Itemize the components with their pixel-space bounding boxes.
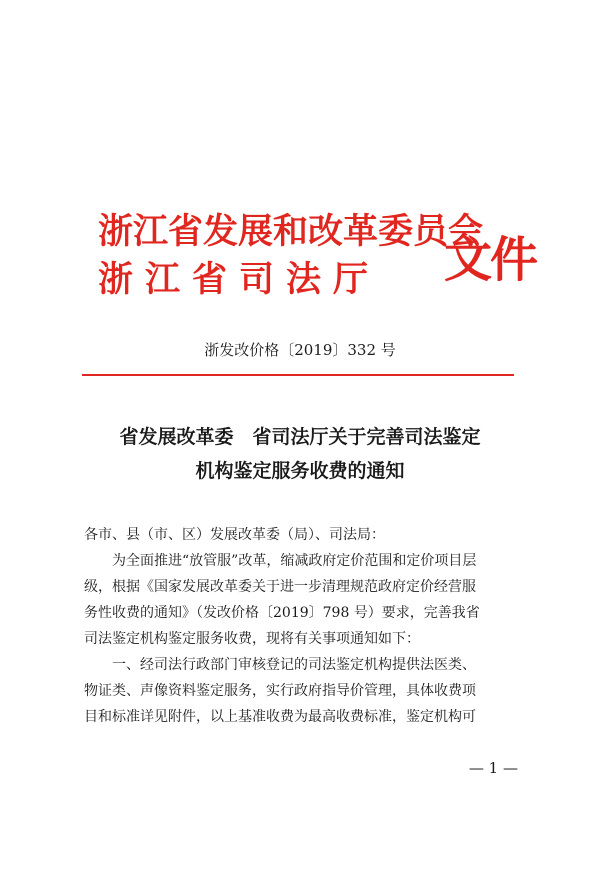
paragraph-1-line: 为全面推进“放管服”改革，缩减政府定价范围和定价项目层 xyxy=(112,553,477,569)
page-number: — 1 — xyxy=(468,759,518,777)
paragraph-2-line: 目和标准详见附件，以上基准收费为最高收费标准，鉴定机构可 xyxy=(84,709,476,725)
document-type-label: 文件 xyxy=(444,232,537,288)
paragraph-1-line: 务性收费的通知》（发改价格〔2019〕798 号）要求，完善我省 xyxy=(84,605,480,621)
issuing-org-1: 浙江省发展和改革委员会 xyxy=(98,211,484,252)
title-line-1: 省发展改革委 省司法厅关于完善司法鉴定 xyxy=(119,426,481,448)
paragraph-1-line: 级，根据《国家发展改革委关于进一步清理规范政府定价经营服 xyxy=(84,579,476,595)
issuing-authority-header xyxy=(98,210,537,310)
document-title xyxy=(72,420,528,488)
red-divider-line xyxy=(82,374,514,376)
title-line-2: 机构鉴定服务收费的通知 xyxy=(195,460,405,482)
document-number: 浙发改价格〔2019〕332 号 xyxy=(204,341,396,359)
paragraph-2-line: 物证类、声像资料鉴定服务，实行政府指导价管理，具体收费项 xyxy=(84,683,476,699)
paragraph-2-line: 一、经司法行政部门审核登记的司法鉴定机构提供法医类、 xyxy=(112,657,476,673)
issuing-org-2: 浙江省司法厅 xyxy=(98,259,381,300)
paragraph-1-line: 司法鉴定机构鉴定服务收费，现将有关事项通知如下： xyxy=(84,631,420,647)
salutation: 各市、县（市、区）发展改革委（局）、司法局： xyxy=(84,527,385,543)
document-body xyxy=(84,522,522,730)
